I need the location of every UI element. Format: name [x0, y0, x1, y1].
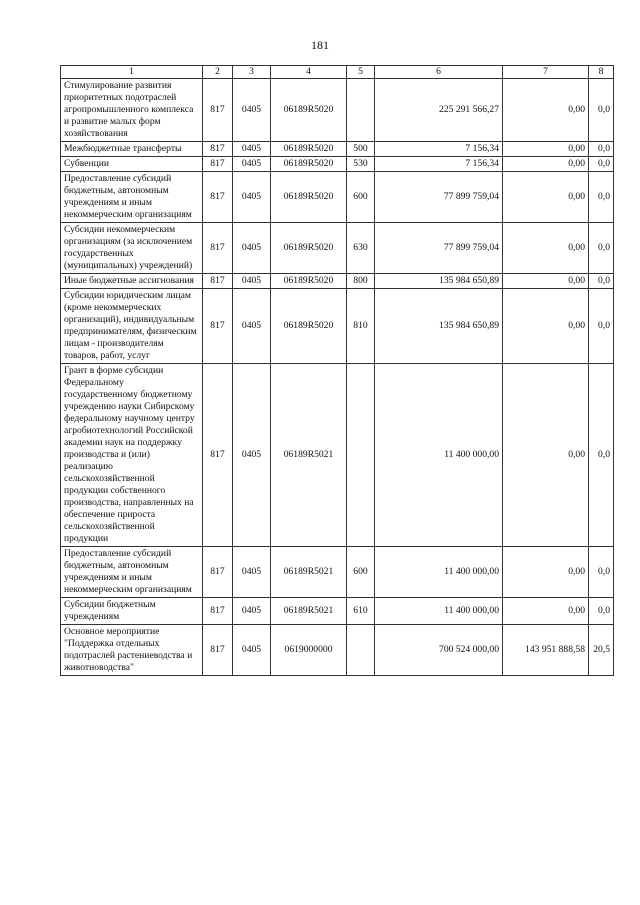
executed-amount: 0,00 — [503, 364, 589, 547]
admin-code: 817 — [203, 223, 233, 274]
expense-name: Предоставление субсидий бюджетным, автономным учреждениям и иным некоммерческим организациям — [61, 547, 203, 598]
admin-code: 817 — [203, 274, 233, 289]
expense-type-code: 600 — [347, 547, 375, 598]
table-row — [61, 274, 614, 289]
execution-percent: 0,0 — [589, 157, 614, 172]
section-code: 0405 — [233, 223, 271, 274]
admin-code: 817 — [203, 172, 233, 223]
expense-type-code: 530 — [347, 157, 375, 172]
executed-amount: 143 951 888,58 — [503, 625, 589, 676]
plan-amount: 7 156,34 — [375, 157, 503, 172]
table-row — [61, 364, 614, 547]
target-code: 06189R5020 — [271, 274, 347, 289]
section-code: 0405 — [233, 289, 271, 364]
admin-code: 817 — [203, 547, 233, 598]
expense-name: Предоставление субсидий бюджетным, автономным учреждениям и иным некоммерческим организациям — [61, 172, 203, 223]
expense-name: Субсидии бюджетным учреждениям — [61, 598, 203, 625]
expense-type-code — [347, 79, 375, 142]
expense-name: Грант в форме субсидии Федеральному государственному бюджетному учреждению науки Сибирскому федеральному научному центру агробиотехнологий Российской академии наук на поддержку производства и (или) реализацию сельскохозяйственной продукции собственного производства, направленных на обеспечение прироста сельскохозяйственной продукции — [61, 364, 203, 547]
page-number: 181 — [311, 38, 329, 52]
execution-percent: 0,0 — [589, 289, 614, 364]
expense-type-code: 500 — [347, 142, 375, 157]
table-row — [61, 547, 614, 598]
expense-name: Субсидии юридическим лицам (кроме некоммерческих организаций), индивидуальным предпринимателям, физическим лицам - производителям товаров, работ, услуг — [61, 289, 203, 364]
executed-amount: 0,00 — [503, 547, 589, 598]
target-code: 06189R5020 — [271, 79, 347, 142]
target-code: 06189R5021 — [271, 364, 347, 547]
executed-amount: 0,00 — [503, 172, 589, 223]
expense-name: Стимулирование развития приоритетных подотраслей агропромышленного комплекса и развитие малых форм хозяйствования — [61, 79, 203, 142]
target-code: 06189R5020 — [271, 172, 347, 223]
table-row — [61, 223, 614, 274]
expense-type-code: 800 — [347, 274, 375, 289]
plan-amount: 11 400 000,00 — [375, 547, 503, 598]
column-header: 4 — [271, 66, 347, 79]
table-row — [61, 142, 614, 157]
section-code: 0405 — [233, 547, 271, 598]
table-row — [61, 289, 614, 364]
execution-percent: 0,0 — [589, 142, 614, 157]
plan-amount: 135 984 650,89 — [375, 289, 503, 364]
section-code: 0405 — [233, 142, 271, 157]
column-number-row — [61, 66, 614, 79]
target-code: 06189R5021 — [271, 547, 347, 598]
expense-type-code: 610 — [347, 598, 375, 625]
expense-name: Субсидии некоммерческим организациям (за исключением государственных (муниципальных) учреждений) — [61, 223, 203, 274]
plan-amount: 77 899 759,04 — [375, 223, 503, 274]
execution-percent: 20,5 — [589, 625, 614, 676]
admin-code: 817 — [203, 625, 233, 676]
admin-code: 817 — [203, 142, 233, 157]
execution-percent: 0,0 — [589, 364, 614, 547]
target-code: 06189R5020 — [271, 289, 347, 364]
expense-name: Основное мероприятие "Поддержка отдельных подотраслей растениеводства и животноводства" — [61, 625, 203, 676]
expense-type-code: 810 — [347, 289, 375, 364]
admin-code: 817 — [203, 289, 233, 364]
expense-type-code: 600 — [347, 172, 375, 223]
execution-percent: 0,0 — [589, 598, 614, 625]
admin-code: 817 — [203, 157, 233, 172]
column-header: 7 — [503, 66, 589, 79]
execution-percent: 0,0 — [589, 172, 614, 223]
execution-percent: 0,0 — [589, 547, 614, 598]
column-header: 2 — [203, 66, 233, 79]
column-header: 1 — [61, 66, 203, 79]
executed-amount: 0,00 — [503, 79, 589, 142]
column-header: 3 — [233, 66, 271, 79]
plan-amount: 135 984 650,89 — [375, 274, 503, 289]
plan-amount: 225 291 566,27 — [375, 79, 503, 142]
section-code: 0405 — [233, 157, 271, 172]
expense-name: Межбюджетные трансферты — [61, 142, 203, 157]
execution-percent: 0,0 — [589, 79, 614, 142]
expense-name: Иные бюджетные ассигнования — [61, 274, 203, 289]
column-header: 6 — [375, 66, 503, 79]
section-code: 0405 — [233, 274, 271, 289]
plan-amount: 11 400 000,00 — [375, 598, 503, 625]
expense-type-code — [347, 364, 375, 547]
admin-code: 817 — [203, 598, 233, 625]
target-code: 06189R5020 — [271, 142, 347, 157]
expense-type-code — [347, 625, 375, 676]
plan-amount: 11 400 000,00 — [375, 364, 503, 547]
execution-percent: 0,0 — [589, 223, 614, 274]
section-code: 0405 — [233, 364, 271, 547]
executed-amount: 0,00 — [503, 289, 589, 364]
table-row — [61, 625, 614, 676]
target-code: 06189R5020 — [271, 157, 347, 172]
section-code: 0405 — [233, 172, 271, 223]
target-code: 06189R5021 — [271, 598, 347, 625]
admin-code: 817 — [203, 364, 233, 547]
section-code: 0405 — [233, 625, 271, 676]
table-row — [61, 598, 614, 625]
table-row — [61, 157, 614, 172]
section-code: 0405 — [233, 598, 271, 625]
executed-amount: 0,00 — [503, 142, 589, 157]
executed-amount: 0,00 — [503, 598, 589, 625]
column-header: 8 — [589, 66, 614, 79]
plan-amount: 7 156,34 — [375, 142, 503, 157]
section-code: 0405 — [233, 79, 271, 142]
admin-code: 817 — [203, 79, 233, 142]
budget-table — [60, 65, 614, 676]
plan-amount: 77 899 759,04 — [375, 172, 503, 223]
expense-name: Субвенции — [61, 157, 203, 172]
expense-type-code: 630 — [347, 223, 375, 274]
executed-amount: 0,00 — [503, 274, 589, 289]
column-header: 5 — [347, 66, 375, 79]
table-body — [61, 79, 614, 676]
executed-amount: 0,00 — [503, 223, 589, 274]
target-code: 06189R5020 — [271, 223, 347, 274]
table-row — [61, 172, 614, 223]
target-code: 0619000000 — [271, 625, 347, 676]
table-row — [61, 79, 614, 142]
plan-amount: 700 524 000,00 — [375, 625, 503, 676]
executed-amount: 0,00 — [503, 157, 589, 172]
execution-percent: 0,0 — [589, 274, 614, 289]
